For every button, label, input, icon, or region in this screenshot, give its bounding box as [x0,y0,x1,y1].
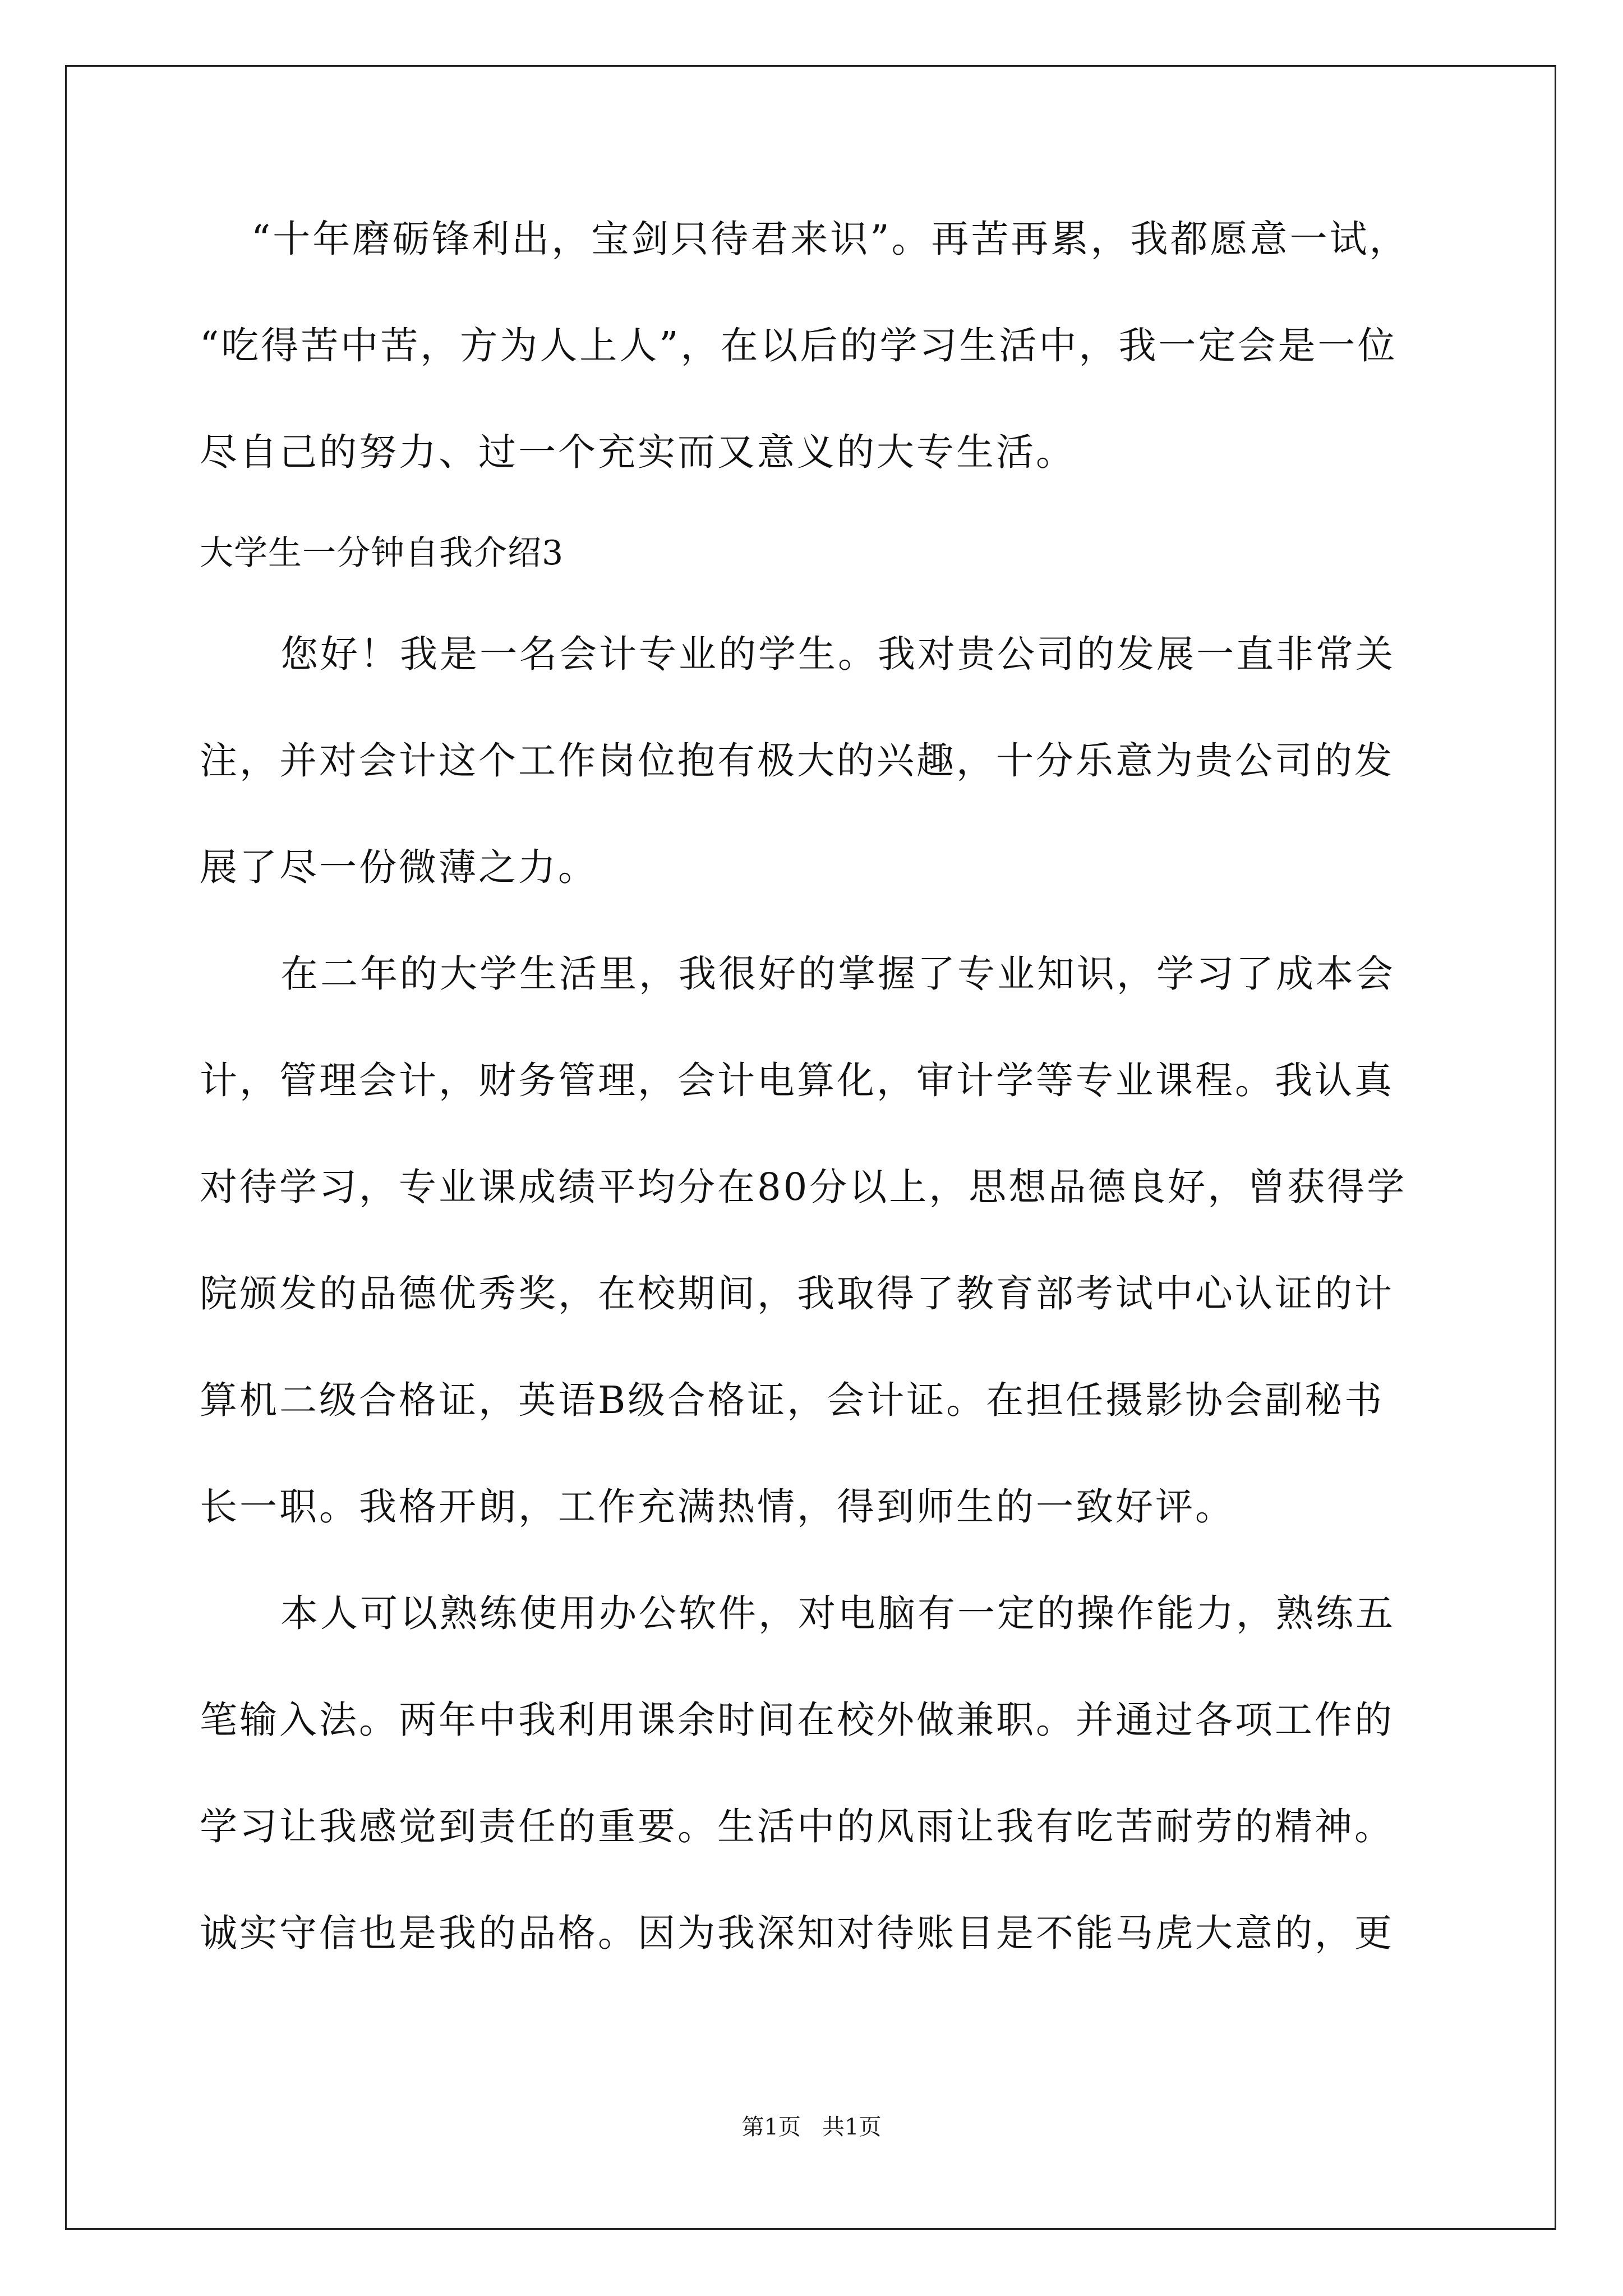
text-line: 院颁发的品德优秀奖，在校期间，我取得了教育部考试中心认证的计 [200,1272,1394,1315]
page-number-footer: 第1页 共1页 [741,2114,882,2140]
text-line: 算机二级合格证，英语B级合格证，会计证。在担任摄影协会副秘书 [200,1378,1385,1422]
text-line: 计，管理会计，财务管理，会计电算化，审计学等专业课程。我认真 [200,1059,1394,1102]
text-line: 长一职。我格开朗，工作充满热情，得到师生的一致好评。 [200,1485,1235,1529]
text-line: 展了尽一份微薄之力。 [200,845,598,889]
text-line: 注，并对会计这个工作岗位抱有极大的兴趣，十分乐意为贵公司的发 [200,739,1394,783]
text-line: 在二年的大学生活里，我很好的掌握了专业知识，学习了成本会 [280,952,1395,996]
text-line: 诚实守信也是我的品格。因为我深知对待账目是不能马虎大意的，更 [200,1911,1394,1955]
section-heading: 大学生一分钟自我介绍3 [200,533,564,573]
page-border [65,65,1556,2230]
text-line: 对待学习，专业课成绩平均分在80分以上，思想品德良好，曾获得学 [200,1165,1407,1209]
text-line: 学习让我感觉到责任的重要。生活中的风雨让我有吃苦耐劳的精神。 [200,1805,1394,1848]
text-line: 本人可以熟练使用办公软件，对电脑有一定的操作能力，熟练五 [280,1591,1395,1635]
text-line: 尽自己的努力、过一个充实而又意义的大专生活。 [200,430,1076,474]
text-line: “十年磨砺锋利出，宝剑只待君来识”。再苦再累，我都愿意一试， [251,217,1409,261]
text-line: 您好！我是一名会计专业的学生。我对贵公司的发展一直非常关 [280,632,1395,676]
text-line: 笔输入法。两年中我利用课余时间在校外做兼职。并通过各项工作的 [200,1698,1394,1742]
text-line: “吃得苦中苦，方为人上人”，在以后的学习生活中，我一定会是一位 [200,324,1398,367]
